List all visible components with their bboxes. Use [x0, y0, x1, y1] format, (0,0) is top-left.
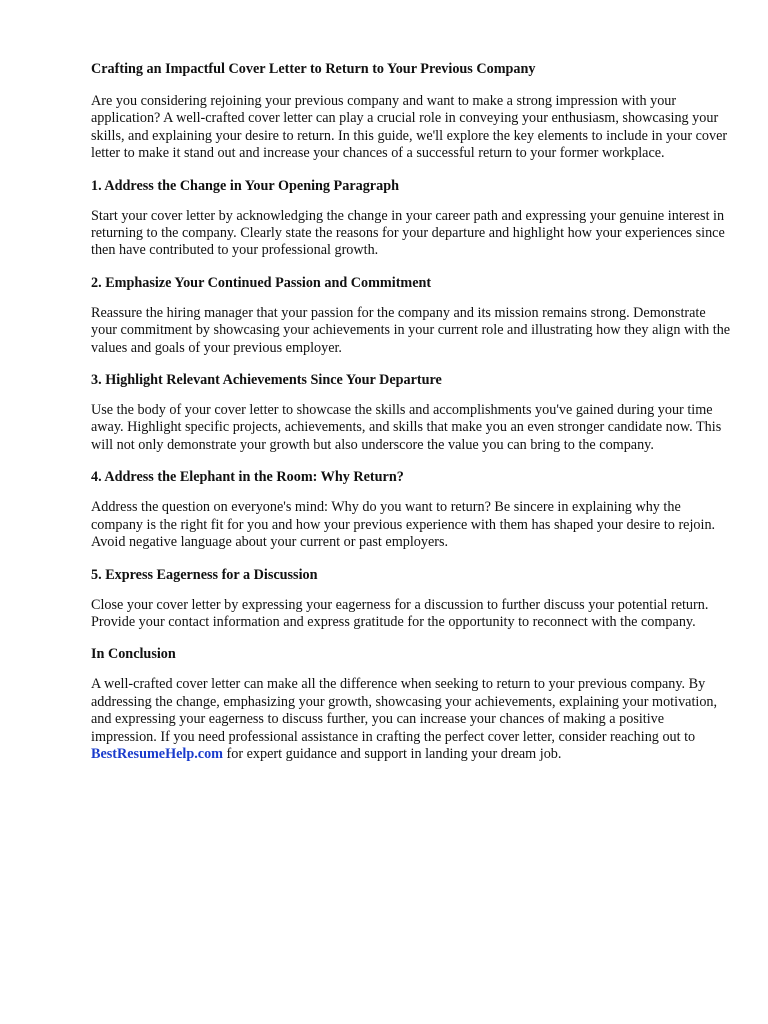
document-title: Crafting an Impactful Cover Letter to Return to Your Previous Company [91, 61, 536, 77]
section-2-heading: 2. Emphasize Your Continued Passion and Commitment [91, 274, 432, 291]
section-5-heading: 5. Express Eagerness for a Discussion [91, 566, 318, 583]
section-2-body: Reassure the hiring manager that your passion for the company and its mission remains strong. Demonstrate your commitment by showcasing your achievements in your current role and illustrating how they align with the values and goals of your previous employer. [91, 304, 731, 356]
section-3-heading: 3. Highlight Relevant Achievements Since Your Departure [91, 372, 442, 389]
conclusion-body [91, 676, 731, 763]
conclusion-heading: In Conclusion [91, 646, 176, 663]
conclusion-text-before-link: A well-crafted cover letter can make all the difference when seeking to return to your previous company. By addressing the change, emphasizing your growth, showcasing your achievements, explaining your motivation, and expressing your eagerness to discuss further, you can increase your chances of making a positive impression. If you need professional assistance in crafting the perfect cover letter, consider reaching out to [91, 676, 718, 745]
section-1-heading: 1. Address the Change in Your Opening Paragraph [91, 177, 399, 194]
document-page [91, 60, 731, 777]
section-4-heading: 4. Address the Elephant in the Room: Why Return? [91, 469, 404, 486]
bestresumehelp-link[interactable]: BestResumeHelp.com [91, 745, 223, 762]
conclusion-text-after-link: for expert guidance and support in landing your dream job. [223, 745, 562, 762]
section-1-body: Start your cover letter by acknowledging the change in your career path and expressing your genuine interest in returning to the company. Clearly state the reasons for your departure and highlight how your experiences since then have contributed to your professional growth. [91, 207, 725, 259]
section-3-body: Use the body of your cover letter to showcase the skills and accomplishments you've gained during your time away. Highlight specific projects, achievements, and skills that make you an even stronger candidate now. This will not only demonstrate your growth but also underscore the value you can bring to the company. [91, 402, 722, 453]
intro-paragraph: Are you considering rejoining your previous company and want to make a strong impression with your application? A well-crafted cover letter can play a crucial role in conveying your enthusiasm, showcasing your skills, and explaining your desire to return. In this guide, we'll explore the key elements to include in your cover letter to make it stand out and increase your chances of a successful return to your former workplace. [91, 93, 728, 162]
section-4-body: Address the question on everyone's mind: Why do you want to return? Be sincere in explaining why the company is the right fit for you and how your previous experience with them has shaped your desire to rejoin. Avoid negative language about your current or past employers. [91, 499, 716, 551]
section-5-body: Close your cover letter by expressing your eagerness for a discussion to further discuss your potential return. Provide your contact information and express gratitude for the opportunity to reconnect with the company. [91, 596, 709, 630]
